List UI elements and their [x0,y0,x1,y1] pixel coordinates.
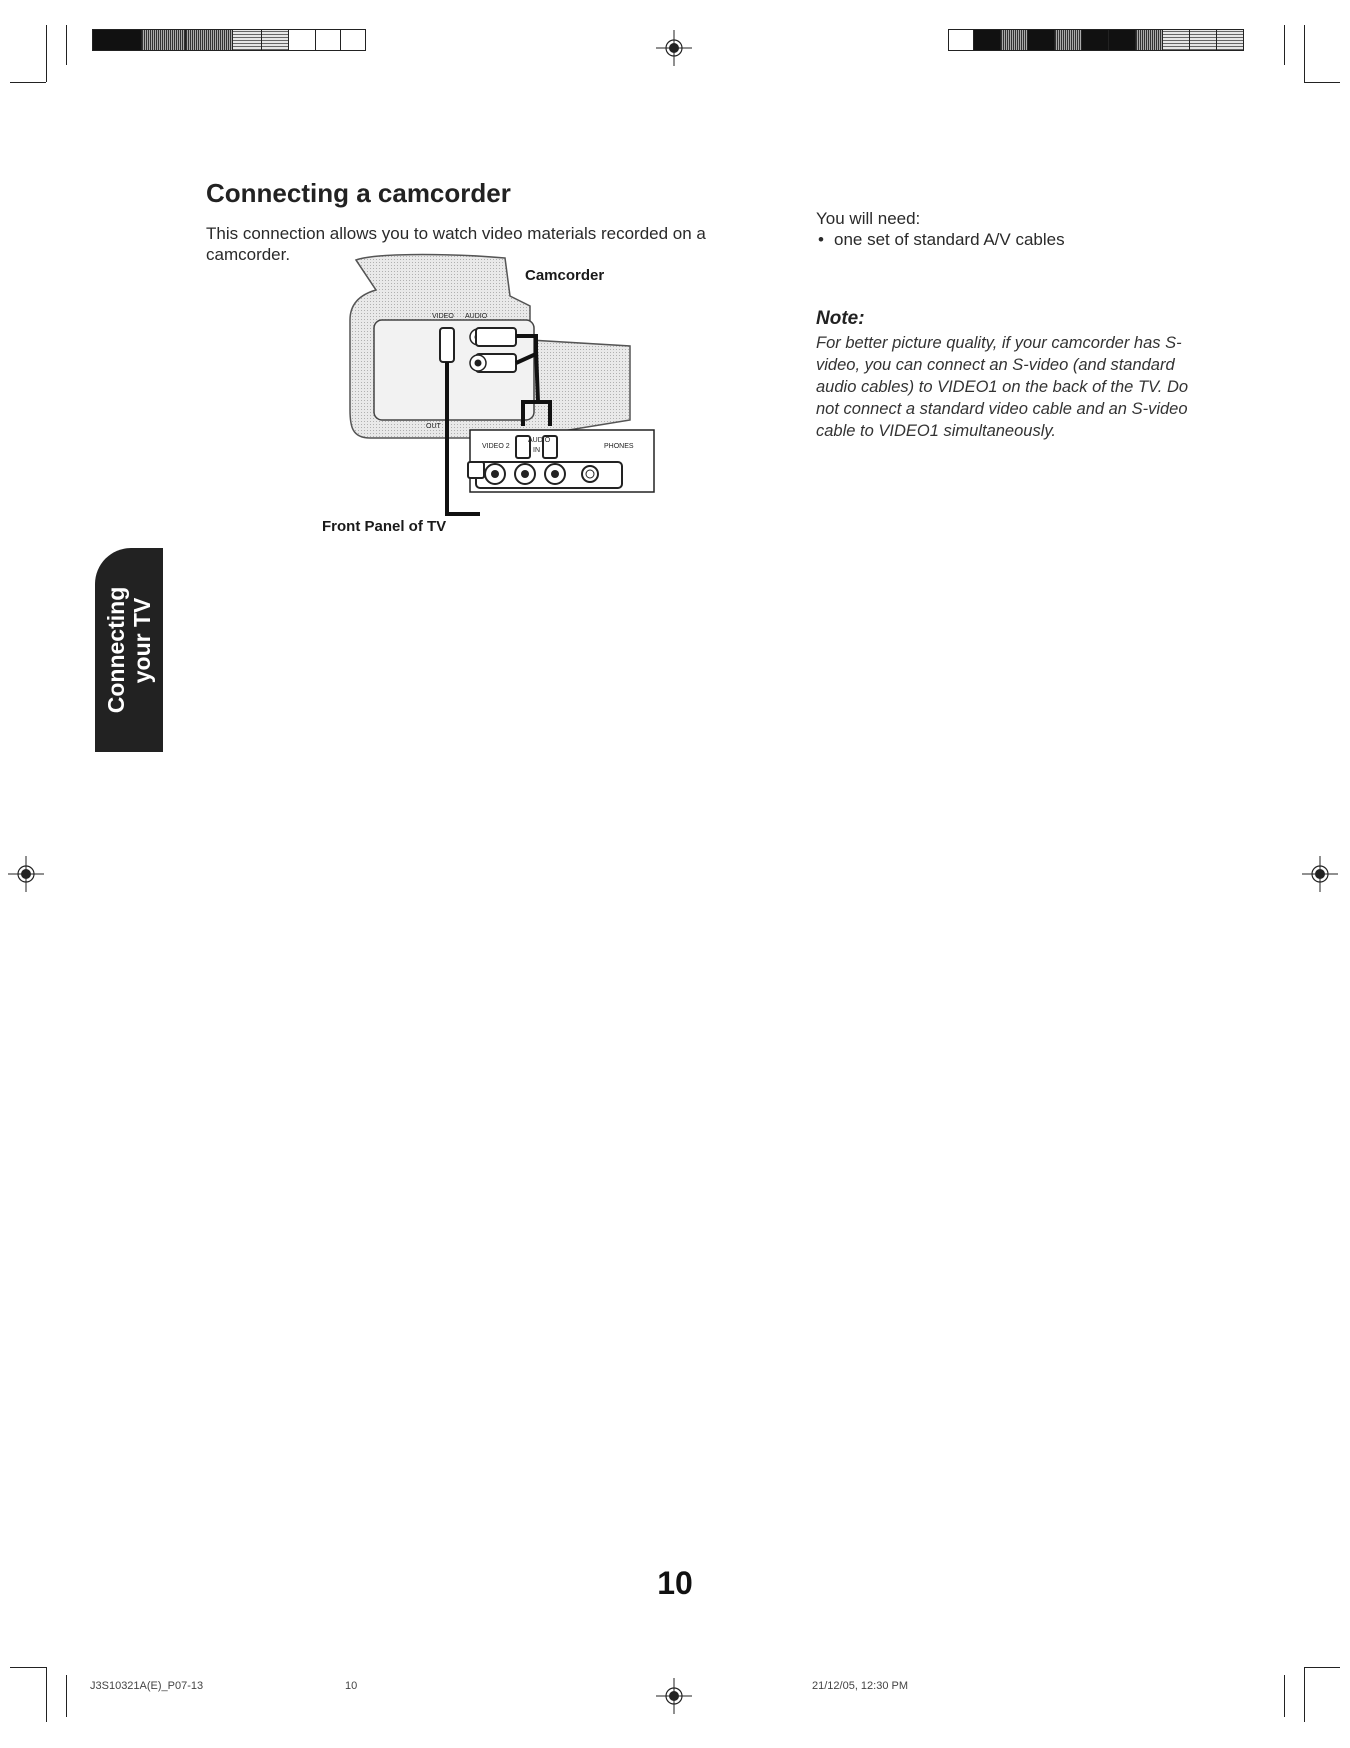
requirements-list [816,229,1065,250]
tv-phones-label: PHONES [604,443,634,450]
note-text: For better picture quality, if your camcorder has S-video, you can connect an S-video (and standard audio cables) to VIDEO1 on the back of the TV. Do not connect a standard video cable and an S-video cable to VIDEO1 simultaneously. [816,334,1189,440]
crop-mark [1304,25,1305,82]
connection-diagram [340,250,670,560]
list-item: • one set of standard A/V cables [816,229,1065,250]
section-title: Connecting a camcorder [206,178,511,208]
registration-mark-icon [656,30,692,66]
side-tab-line2: your TV [129,597,155,684]
front-panel-label: Front Panel of TV [322,518,447,535]
footer-datetime: 21/12/05, 12:30 PM [812,1680,909,1692]
camcorder-audio-label: AUDIO [465,313,488,320]
crop-mark [1304,1667,1340,1668]
color-bar-right [948,29,1243,51]
camcorder-video-plug-icon [440,328,454,362]
color-bar-left [92,29,365,51]
crop-mark [1304,1667,1305,1722]
requirements-heading: You will need: [816,209,921,228]
camcorder-video-label: VIDEO [432,313,454,320]
camcorder-out-label: OUT [426,423,441,430]
note-heading: Note: [816,308,865,329]
crop-mark [1284,25,1285,65]
side-tab-text [103,587,155,714]
tv-front-panel-illustration [468,430,654,492]
crop-mark [46,25,47,82]
crop-mark [10,1667,46,1668]
tv-in-label: IN [533,447,540,454]
side-tab-line1: Connecting [103,586,129,714]
tv-audio-label: AUDIO [528,437,551,444]
registration-mark-icon [656,1678,692,1714]
registration-mark-icon [1302,856,1338,892]
camcorder-label: Camcorder [525,267,605,284]
crop-mark [46,1667,47,1722]
intro-text: This connection allows you to watch video materials recorded on a camcorder. [206,224,706,264]
crop-mark [66,25,67,65]
section-side-tab [95,548,163,752]
crop-mark [1284,1675,1285,1717]
crop-mark [66,1675,67,1717]
footer-page: 10 [345,1680,358,1692]
crop-mark [10,82,46,83]
requirements-block [816,208,1065,250]
tv-video2-label: VIDEO 2 [482,443,510,450]
registration-mark-icon [8,856,44,892]
crop-mark [1304,82,1340,83]
footer-file-code: J3S10321A(E)_P07-13 [90,1680,204,1692]
page-number: 10 [657,1565,693,1601]
